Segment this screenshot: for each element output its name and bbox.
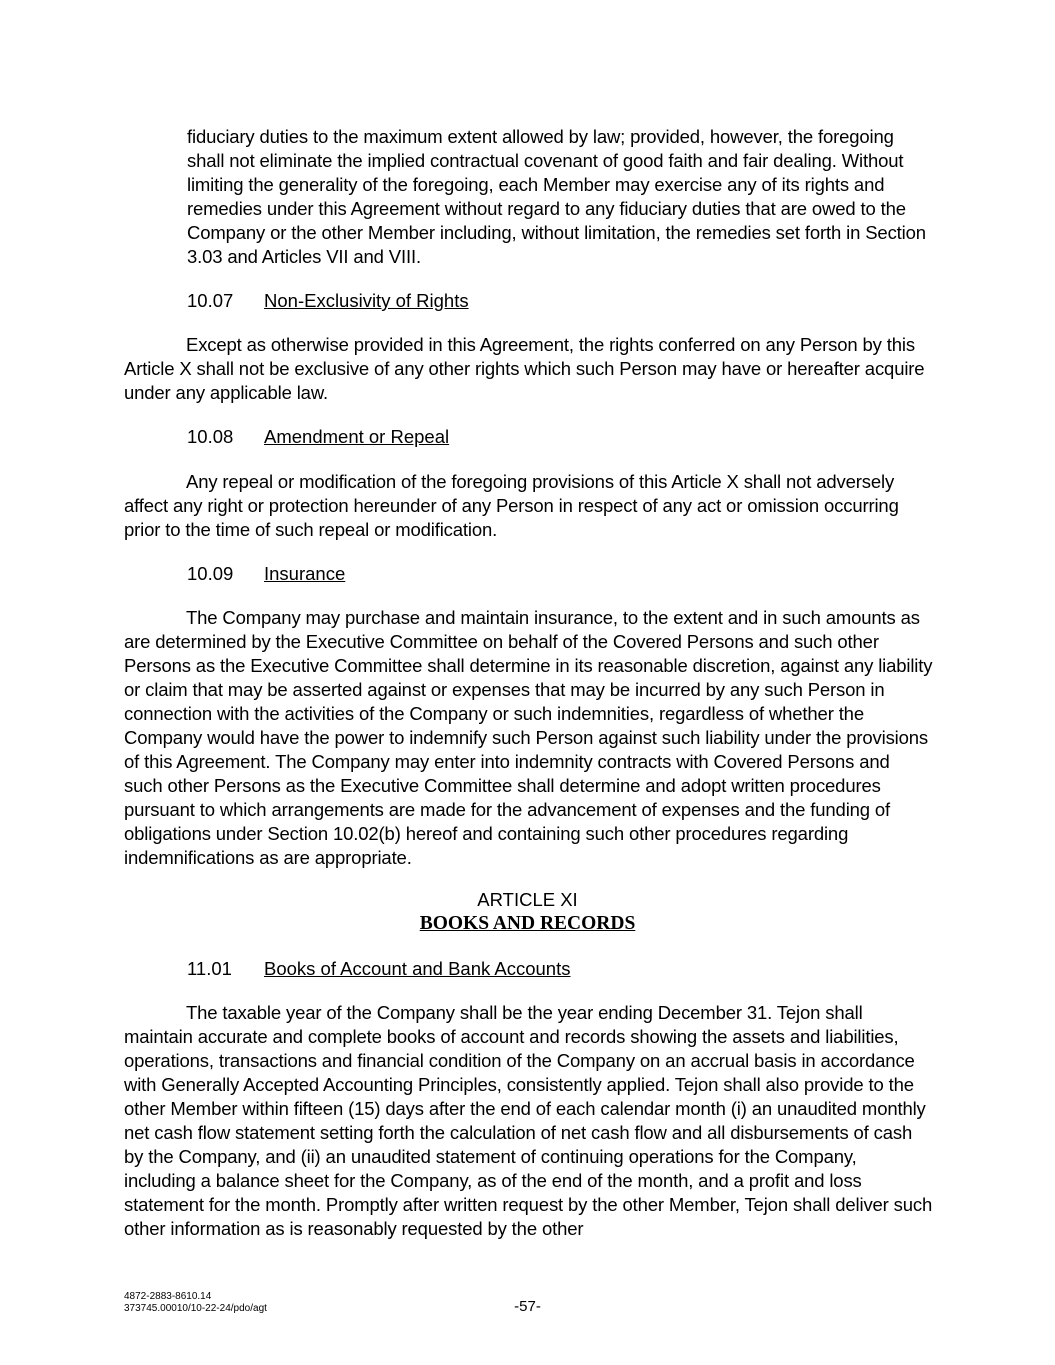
article-number: ARTICLE XI [477, 889, 578, 910]
section-number: 11.01 [187, 958, 232, 979]
footer-doc-id-line-2: 373745.00010/10-22-24/pdo/agt [124, 1303, 267, 1314]
section-heading-10-08 [187, 425, 449, 449]
section-title: Non-Exclusivity of Rights [264, 290, 469, 311]
page-number: -57- [514, 1298, 541, 1315]
paragraph-amendment-repeal: Any repeal or modification of the foregoing provisions of this Article X shall not adversely affect any right or protection hereunder of any Person in respect of any act or omission occurring prior to the time of such repeal or modification. [124, 471, 899, 540]
section-number: 10.07 [187, 290, 234, 311]
section-title: Insurance [264, 563, 346, 584]
footer-doc-id-line-1: 4872-2883-8610.14 [124, 1291, 212, 1302]
paragraph-fiduciary-duties: fiduciary duties to the maximum extent allowed by law; provided, however, the foregoing shall not eliminate the implied contractual covenant of good faith and fair dealing. Without limiting the generality of the foregoing, each Member may exercise any of its rights and remedies under this Agreement without regard to any fiduciary duties that are owed to the Company or the other Member including, without limitation, the remedies set forth in Section 3.03 and Articles VII and VIII. [187, 126, 926, 267]
section-heading-11-01 [187, 957, 570, 981]
paragraph-insurance: The Company may purchase and maintain insurance, to the extent and in such amounts as are determined by the Executive Committee on behalf of the Covered Persons and such other Persons as the Executive Committee shall determine in its reasonable discretion, against any liability or claim that may be asserted against or expenses that may be incurred by any such Person in connection with the activities of the Company or such indemnities, regardless of whether the Company would have the power to indemnify such Person against such liability under the provisions of this Agreement. The Company may enter into indemnity contracts with Covered Persons and such other Persons as the Executive Committee shall determine and adopt written procedures pursuant to which arrangements are made for the advancement of expenses and the funding of obligations under Section 10.02(b) hereof and containing such other procedures regarding indemnifications as are appropriate. [124, 607, 933, 868]
paragraph-books-of-account: The taxable year of the Company shall be the year ending December 31. Tejon shall maintain accurate and complete books of account and records showing the assets and liabilities, operations, transactions and financial condition of the Company on an accrual basis in accordance with Generally Accepted Accounting Principles, consistently applied. Tejon shall also provide to the other Member within fifteen (15) days after the end of each calendar month (i) an unaudited monthly net cash flow statement setting forth the calculation of net cash flow and all disbursements of cash by the Company, and (ii) an unaudited statement of continuing operations for the Company, including a balance sheet for the Company, as of the end of the month, and a profit and loss statement for the month. Promptly after written request by the other Member, Tejon shall deliver such other information as is reasonably requested by the other [124, 1002, 933, 1239]
section-heading-10-09 [187, 562, 345, 586]
section-title: Books of Account and Bank Accounts [264, 958, 571, 979]
section-number: 10.09 [187, 563, 234, 584]
paragraph-non-exclusivity: Except as otherwise provided in this Agreement, the rights conferred on any Person by this Article X shall not be exclusive of any other rights which such Person may have or hereafter acquire under any applicable law. [124, 334, 925, 403]
section-number: 10.08 [187, 426, 234, 447]
section-heading-10-07 [187, 289, 469, 313]
article-title: BOOKS AND RECORDS [419, 913, 636, 934]
section-title: Amendment or Repeal [264, 426, 450, 447]
